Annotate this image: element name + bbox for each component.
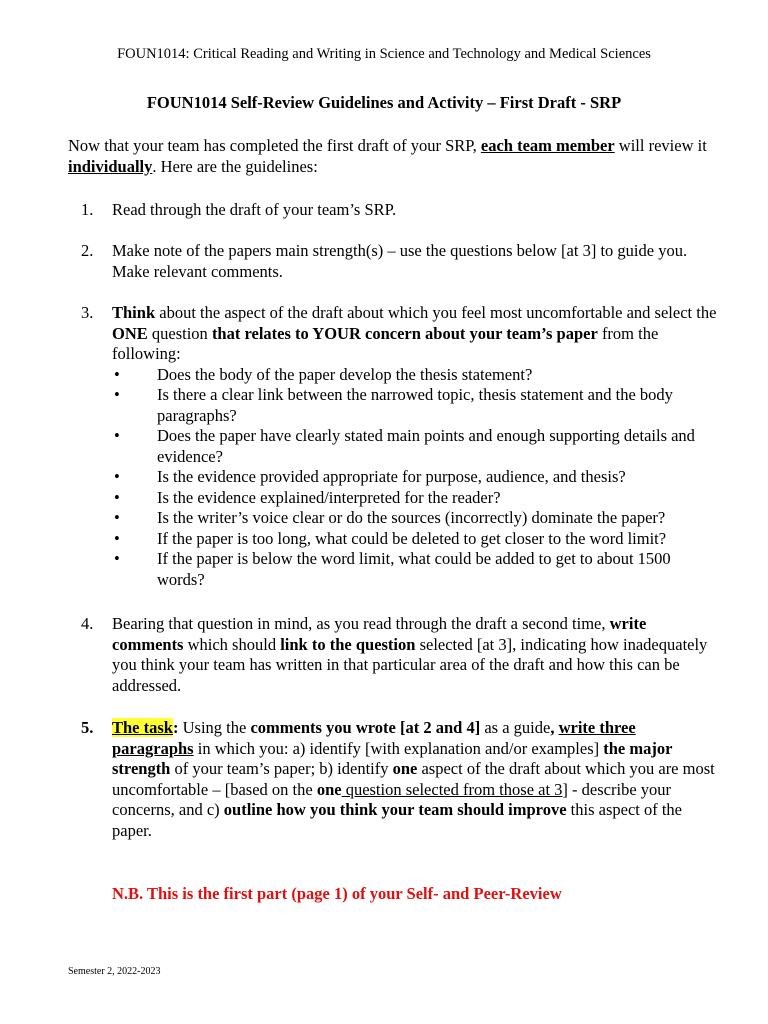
item-text-run: about the aspect of the draft about which you feel most uncomfortable and select the <box>155 303 717 322</box>
question-list-item <box>81 385 721 426</box>
item-text: Read through the draft of your team’s SRP. <box>112 200 397 219</box>
intro-text: Now that your team has completed the first draft of your SRP, <box>68 136 481 155</box>
item-number: 5. <box>81 718 94 737</box>
item-text-run: question <box>147 323 212 343</box>
guideline-item-5 <box>81 718 721 841</box>
bullet-icon: • <box>114 487 120 507</box>
item-number: 3. <box>81 303 94 322</box>
emphasis-concern: that relates to YOUR concern about your team’s paper <box>211 323 598 343</box>
emphasis-outline-improve: outline how you think your team should improve <box>223 800 567 819</box>
question-list-item <box>81 426 721 467</box>
intro-text: will review it <box>614 136 707 155</box>
emphasis-major-strength: the major strength <box>112 738 673 778</box>
underlined-question-selected: question selected from those at 3] <box>341 779 568 799</box>
item-text-run: which should <box>183 634 281 654</box>
question-list-item <box>81 365 721 386</box>
emphasis-write-comments: write comments <box>112 614 647 654</box>
intro-paragraph <box>68 135 718 177</box>
question-text: Is the evidence explained/interpreted for the reader? <box>157 487 501 507</box>
question-text: Is there a clear link between the narrowed topic, thesis statement and the body paragraphs? <box>157 385 673 425</box>
question-list-item <box>81 549 721 590</box>
bullet-icon: • <box>114 467 120 486</box>
emphasis-one: ONE <box>112 323 148 343</box>
item-text-run: from the following: <box>112 323 659 363</box>
item-text-run: , <box>550 718 559 737</box>
guideline-item-1 <box>81 200 721 221</box>
intro-emphasis-each-team-member: each team member <box>480 136 615 155</box>
bullet-icon: • <box>114 426 120 445</box>
bullet-icon: • <box>114 508 120 527</box>
question-list-item <box>81 529 721 550</box>
item-text-run: this aspect of the paper. <box>112 800 682 840</box>
guideline-item-3 <box>81 303 721 590</box>
bullet-icon: • <box>114 528 120 548</box>
item-text: Make note of the papers main strength(s) – use the questions below [at 3] to guide you. Make relevant comments. <box>112 241 688 281</box>
intro-text: . Here are the guidelines: <box>152 157 318 176</box>
item-text-run: selected [at 3], indicating how inadequately you think your team has written in that particular area of the draft and how this can be addressed. <box>112 634 708 695</box>
item-text-run: Using the <box>178 718 251 737</box>
item-text-run: aspect of the draft about which you are most uncomfortable – [based on the <box>112 759 715 799</box>
emphasis-think: Think <box>112 303 156 322</box>
item-text-run: : <box>172 718 179 737</box>
item-text-run: in which you: a) identify [with explanation and/or examples] <box>193 738 604 758</box>
page-footer: Semester 2, 2022-2023 <box>68 966 161 977</box>
item-text-run: - describe your concerns, and c) <box>112 779 672 819</box>
question-text: Does the paper have clearly stated main points and enough supporting details and evidence? <box>157 426 695 466</box>
bullet-icon: • <box>114 385 120 404</box>
emphasis-comments-you-wrote: comments you wrote [at 2 and 4] <box>250 718 481 737</box>
item-text <box>112 614 721 696</box>
nb-note: N.B. This is the first part (page 1) of your Self- and Peer-Review <box>112 884 562 903</box>
item-number: 2. <box>81 241 94 260</box>
page-header: FOUN1014: Critical Reading and Writing in Science and Technology and Medical Sciences <box>117 46 651 62</box>
item-text-run: as a guide <box>480 718 551 737</box>
question-list <box>81 365 721 591</box>
item-text <box>112 303 721 365</box>
question-text: If the paper is below the word limit, what could be added to get to about 1500 words? <box>157 549 671 589</box>
emphasis-one: one <box>392 759 418 778</box>
item-text <box>112 718 721 841</box>
question-text: If the paper is too long, what could be deleted to get closer to the word limit? <box>157 528 667 548</box>
bullet-icon: • <box>114 364 120 384</box>
intro-emphasis-individually: individually <box>68 157 153 176</box>
item-number: 1. <box>81 200 94 219</box>
guideline-item-4 <box>81 614 721 696</box>
question-list-item <box>81 488 721 509</box>
document-title: FOUN1014 Self-Review Guidelines and Activity – First Draft - SRP <box>146 93 622 112</box>
question-text: Is the writer’s voice clear or do the sources (incorrectly) dominate the paper? <box>157 508 666 527</box>
emphasis-one: one <box>316 779 342 799</box>
item-number: 4. <box>81 614 94 633</box>
question-list-item <box>81 508 721 529</box>
emphasis-write-three-paragraphs: write three paragraphs <box>112 718 636 758</box>
bullet-icon: • <box>114 549 120 568</box>
item-text-run: Bearing that question in mind, as you read through the draft a second time, <box>112 614 610 633</box>
item-text-run: of your team’s paper; b) identify <box>170 759 393 778</box>
question-text: Does the body of the paper develop the thesis statement? <box>157 364 533 384</box>
task-label-highlight: The task <box>112 718 173 737</box>
emphasis-link-to-question: link to the question <box>280 634 416 654</box>
guideline-item-2 <box>81 241 721 282</box>
question-list-item <box>81 467 721 488</box>
question-text: Is the evidence provided appropriate for purpose, audience, and thesis? <box>157 467 626 486</box>
